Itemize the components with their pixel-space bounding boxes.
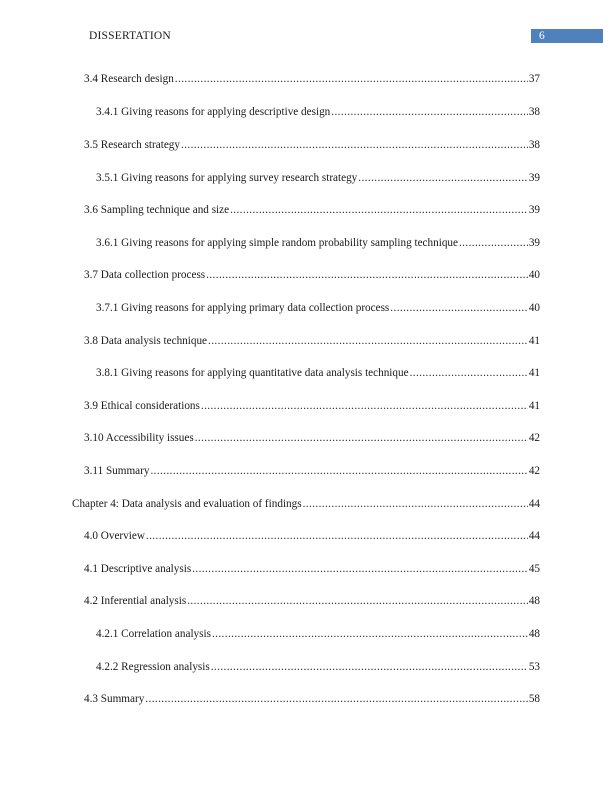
toc-entry-page: 38 [528,139,540,151]
toc-entry-title: 3.5.1 Giving reasons for applying survey research strategy [96,172,358,184]
toc-entry-page: 40 [528,302,540,314]
toc-leader-dots [187,594,528,608]
toc-entry-title: 4.0 Overview [84,530,145,542]
toc-entry-page: 42 [528,432,540,444]
toc-entry[interactable] [84,464,540,478]
toc-leader-dots [175,72,528,86]
toc-entry-title: 3.4 Research design [84,73,174,85]
toc-leader-dots [195,431,528,445]
toc-entry-page: 53 [528,661,540,673]
toc-entry[interactable] [84,594,540,608]
toc-entry-title: 3.9 Ethical considerations [84,400,200,412]
running-header-title: DISSERTATION [89,30,171,42]
toc-entry[interactable] [96,105,540,119]
toc-leader-dots [146,529,528,543]
toc-leader-dots [390,301,528,315]
toc-entry-page: 40 [528,269,540,281]
toc-entry-page: 38 [528,106,540,118]
page-number-badge: 6 [531,29,603,43]
toc-entry[interactable] [84,203,540,217]
toc-entry[interactable] [84,138,540,152]
toc-entry-title: 3.7.1 Giving reasons for applying primary data collection process [96,302,390,314]
toc-entry-page: 44 [528,498,540,510]
toc-leader-dots [358,171,528,185]
toc-entry[interactable] [84,334,540,348]
toc-entry-title: 3.6.1 Giving reasons for applying simple random probability sampling technique [96,237,458,249]
toc-entry-title: 3.8 Data analysis technique [84,335,208,347]
toc-entry-page: 37 [528,73,540,85]
toc-entry-page: 42 [528,465,540,477]
toc-entry[interactable] [72,497,540,511]
toc-leader-dots [331,105,528,119]
toc-entry-title: 3.8.1 Giving reasons for applying quantitative data analysis technique [96,367,409,379]
toc-leader-dots [303,497,528,511]
toc-entry-page: 41 [528,400,540,412]
toc-entry[interactable] [84,529,540,543]
toc-entry-title: 4.2 Inferential analysis [84,595,187,607]
toc-entry[interactable] [96,627,540,641]
toc-entry[interactable] [84,268,540,282]
toc-entry[interactable] [96,301,540,315]
toc-entry-title: 3.5 Research strategy [84,139,180,151]
toc-leader-dots [230,203,528,217]
toc-entry-title: Chapter 4: Data analysis and evaluation of findings [72,498,302,510]
toc-leader-dots [211,660,528,674]
toc-leader-dots [150,464,527,478]
toc-leader-dots [208,334,528,348]
toc-entry-title: 4.2.1 Correlation analysis [96,628,211,640]
toc-leader-dots [410,366,528,380]
toc-entry[interactable] [96,236,540,250]
toc-entry-title: 3.7 Data collection process [84,269,206,281]
toc-entry[interactable] [84,399,540,413]
toc-entry-title: 3.11 Summary [84,465,150,477]
toc-entry-title: 4.1 Descriptive analysis [84,563,192,575]
toc-entry-page: 48 [528,628,540,640]
toc-leader-dots [206,268,528,282]
toc-entry[interactable] [84,72,540,86]
toc-leader-dots [459,236,528,250]
toc-entry-page: 41 [528,367,540,379]
toc-entry-page: 39 [528,237,540,249]
toc-leader-dots [145,692,528,706]
toc-leader-dots [192,562,528,576]
toc-entry-title: 4.2.2 Regression analysis [96,661,210,673]
toc-entry[interactable] [96,171,540,185]
toc-entry-title: 4.3 Summary [84,693,145,705]
toc-entry[interactable] [84,431,540,445]
toc-leader-dots [201,399,528,413]
toc-entry-page: 58 [528,693,540,705]
toc-leader-dots [212,627,528,641]
toc-entry-title: 3.4.1 Giving reasons for applying descriptive design [96,106,331,118]
toc-entry-page: 39 [528,172,540,184]
toc-entry-page: 41 [528,335,540,347]
toc-entry-page: 45 [528,563,540,575]
toc-entry-page: 39 [528,204,540,216]
toc-entry[interactable] [84,562,540,576]
toc-entry-title: 3.6 Sampling technique and size [84,204,230,216]
toc-entry[interactable] [96,366,540,380]
toc-leader-dots [181,138,528,152]
toc-entry[interactable] [96,660,540,674]
toc-entry[interactable] [84,692,540,706]
toc-entry-title: 3.10 Accessibility issues [84,432,194,444]
toc-entry-page: 48 [528,595,540,607]
toc-entry-page: 44 [528,530,540,542]
